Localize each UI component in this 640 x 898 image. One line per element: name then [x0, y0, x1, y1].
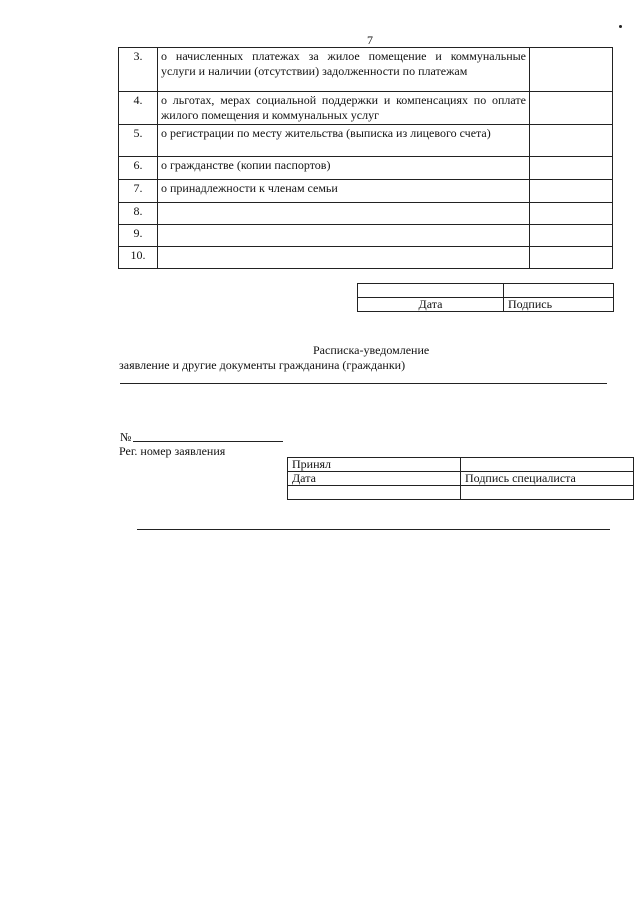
row-text: о начисленных платежах за жилое помещение и коммунальные услуги и наличии (отсутствии) задолженности по платежам: [158, 48, 530, 92]
date-sign-box: [357, 283, 614, 312]
date-label: Дата: [358, 298, 504, 312]
sign-label: Подпись: [504, 298, 614, 312]
row-number: 4.: [119, 92, 158, 125]
table-row: [119, 225, 613, 247]
table-row: [119, 157, 613, 180]
row-text: о льготах, мерах социальной поддержки и компенсациях по оплате жилого помещения и коммунальных услуг: [158, 92, 530, 125]
row-text: [158, 225, 530, 247]
number-sign: №: [120, 430, 132, 444]
accepted-label: Принял: [288, 458, 461, 472]
number-fill-line: [133, 441, 283, 442]
row-text: о принадлежности к членам семьи: [158, 180, 530, 203]
specialist-sign-label: Подпись специалиста: [461, 472, 634, 486]
row-text: [158, 247, 530, 269]
reg-number-label: Рег. номер заявления: [119, 444, 226, 458]
table-row: [119, 48, 613, 92]
row-text: о гражданстве (копии паспортов): [158, 157, 530, 180]
page-number: 7: [367, 33, 373, 47]
receipt-title: Расписка-уведомление: [313, 343, 430, 357]
date-field: [358, 284, 504, 298]
row-number: 5.: [119, 125, 158, 157]
row-number: 3.: [119, 48, 158, 92]
fill-in-line: [120, 383, 607, 384]
row-number: 10.: [119, 247, 158, 269]
table-row: [119, 247, 613, 269]
row-text: [158, 203, 530, 225]
scan-dot: [619, 25, 622, 28]
date-field: [288, 486, 461, 500]
receipt-subtitle: заявление и другие документы гражданина (гражданки): [119, 358, 406, 372]
sign-field: [504, 284, 614, 298]
date-label: Дата: [288, 472, 461, 486]
table-row: [119, 125, 613, 157]
row-number: 9.: [119, 225, 158, 247]
documents-table: [118, 47, 613, 269]
row-number: 6.: [119, 157, 158, 180]
row-sign-cell: [530, 247, 613, 269]
bottom-line: [137, 529, 610, 530]
row-number: 8.: [119, 203, 158, 225]
table-row: [119, 203, 613, 225]
table-row: [119, 92, 613, 125]
row-sign-cell: [530, 225, 613, 247]
row-number: 7.: [119, 180, 158, 203]
specialist-sign-field: [461, 486, 634, 500]
row-sign-cell: [530, 203, 613, 225]
accepted-field: [461, 458, 634, 472]
row-sign-cell: [530, 125, 613, 157]
row-sign-cell: [530, 92, 613, 125]
row-sign-cell: [530, 157, 613, 180]
row-text: о регистрации по месту жительства (выписка из лицевого счета): [158, 125, 530, 157]
acceptance-box: [287, 457, 634, 500]
table-row: [119, 180, 613, 203]
row-sign-cell: [530, 48, 613, 92]
row-sign-cell: [530, 180, 613, 203]
